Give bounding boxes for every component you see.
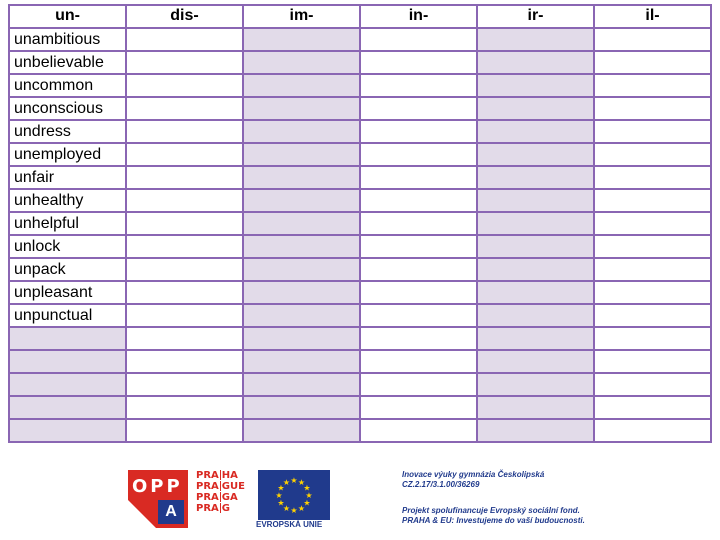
table-row	[9, 143, 711, 166]
prefix-table	[8, 4, 712, 443]
answer-cell-in[interactable]	[360, 281, 477, 304]
header-im: im-	[243, 5, 360, 28]
answer-cell-il[interactable]	[594, 419, 711, 442]
answer-cell-ir[interactable]	[477, 281, 594, 304]
table-row	[9, 373, 711, 396]
answer-cell-in[interactable]	[360, 189, 477, 212]
eu-star-icon: ★	[305, 491, 313, 500]
answer-cell-in[interactable]	[360, 97, 477, 120]
header-row	[9, 5, 711, 28]
answer-cell-in[interactable]	[360, 212, 477, 235]
un-word-cell: unpleasant	[9, 281, 126, 304]
answer-cell-il[interactable]	[594, 235, 711, 258]
answer-cell-im[interactable]	[243, 258, 360, 281]
un-word-cell: unemployed	[9, 143, 126, 166]
praha-logo-row	[196, 470, 252, 481]
un-word-cell	[9, 350, 126, 373]
answer-cell-im[interactable]	[243, 28, 360, 51]
answer-cell-ir[interactable]	[477, 166, 594, 189]
answer-cell-im[interactable]	[243, 350, 360, 373]
answer-cell-il[interactable]	[594, 373, 711, 396]
answer-cell-im[interactable]	[243, 97, 360, 120]
eu-star-icon: ★	[277, 483, 285, 493]
footer-logos	[128, 470, 598, 532]
answer-cell-il[interactable]	[594, 97, 711, 120]
answer-cell-il[interactable]	[594, 396, 711, 419]
answer-cell-il[interactable]	[594, 120, 711, 143]
funding-line-2: PRAHA & EU: Investujeme do vaší budoucnosti.	[402, 516, 585, 525]
eu-star-icon: ★	[282, 503, 291, 513]
un-word-cell	[9, 419, 126, 442]
answer-cell-dis[interactable]	[126, 281, 243, 304]
table-row	[9, 327, 711, 350]
answer-cell-il[interactable]	[594, 28, 711, 51]
answer-cell-ir[interactable]	[477, 120, 594, 143]
answer-cell-in[interactable]	[360, 235, 477, 258]
answer-cell-il[interactable]	[594, 350, 711, 373]
answer-cell-in[interactable]	[360, 304, 477, 327]
un-word-cell: unconscious	[9, 97, 126, 120]
answer-cell-im[interactable]	[243, 51, 360, 74]
answer-cell-im[interactable]	[243, 327, 360, 350]
answer-cell-in[interactable]	[360, 258, 477, 281]
un-word-cell	[9, 327, 126, 350]
answer-cell-in[interactable]	[360, 396, 477, 419]
answer-cell-ir[interactable]	[477, 189, 594, 212]
answer-cell-im[interactable]	[243, 120, 360, 143]
answer-cell-ir[interactable]	[477, 350, 594, 373]
un-word-cell: unpunctual	[9, 304, 126, 327]
answer-cell-im[interactable]	[243, 304, 360, 327]
praha-logo-right: GUE	[221, 481, 245, 492]
header-dis: dis-	[126, 5, 243, 28]
answer-cell-dis[interactable]	[126, 28, 243, 51]
answer-cell-dis[interactable]	[126, 51, 243, 74]
table-row	[9, 419, 711, 442]
un-word-cell: unfair	[9, 166, 126, 189]
eu-star-icon: ★	[282, 478, 291, 488]
answer-cell-ir[interactable]	[477, 235, 594, 258]
un-word-cell: unhelpful	[9, 212, 126, 235]
eu-flag	[258, 470, 330, 520]
eu-caption: EVROPSKÁ UNIE	[256, 520, 323, 529]
answer-cell-ir[interactable]	[477, 74, 594, 97]
answer-cell-il[interactable]	[594, 327, 711, 350]
answer-cell-in[interactable]	[360, 28, 477, 51]
eu-star-icon: ★	[290, 506, 298, 515]
answer-cell-dis[interactable]	[126, 396, 243, 419]
opp-logo-triangle	[128, 500, 156, 528]
un-word-cell	[9, 396, 126, 419]
answer-cell-ir[interactable]	[477, 304, 594, 327]
praha-logo-separator	[220, 503, 221, 513]
eu-star-icon: ★	[297, 503, 306, 513]
project-line-2: CZ.2.17/3.1.00/36269	[402, 480, 480, 489]
table-row	[9, 189, 711, 212]
un-word-cell: unhealthy	[9, 189, 126, 212]
answer-cell-dis[interactable]	[126, 212, 243, 235]
answer-cell-im[interactable]	[243, 373, 360, 396]
header-ir: ir-	[477, 5, 594, 28]
table-row	[9, 212, 711, 235]
answer-cell-im[interactable]	[243, 143, 360, 166]
un-word-cell: uncommon	[9, 74, 126, 97]
answer-cell-dis[interactable]	[126, 327, 243, 350]
answer-cell-in[interactable]	[360, 143, 477, 166]
answer-cell-ir[interactable]	[477, 212, 594, 235]
eu-stars-icon	[258, 470, 330, 520]
answer-cell-dis[interactable]	[126, 166, 243, 189]
un-word-cell: unpack	[9, 258, 126, 281]
answer-cell-in[interactable]	[360, 419, 477, 442]
funding-line-1: Projekt spolufinancuje Evropský sociální fond.	[402, 506, 580, 515]
answer-cell-dis[interactable]	[126, 235, 243, 258]
eu-star-icon: ★	[297, 478, 306, 488]
table-row	[9, 166, 711, 189]
answer-cell-dis[interactable]	[126, 74, 243, 97]
praha-logo-row	[196, 481, 252, 492]
answer-cell-dis[interactable]	[126, 419, 243, 442]
answer-cell-in[interactable]	[360, 51, 477, 74]
answer-cell-il[interactable]	[594, 166, 711, 189]
table-row	[9, 396, 711, 419]
table-row	[9, 51, 711, 74]
answer-cell-in[interactable]	[360, 166, 477, 189]
praha-logo-separator	[220, 481, 221, 491]
answer-cell-in[interactable]	[360, 327, 477, 350]
praha-logo-left: PRA	[196, 492, 219, 503]
un-word-cell: unambitious	[9, 28, 126, 51]
answer-cell-il[interactable]	[594, 258, 711, 281]
answer-cell-im[interactable]	[243, 281, 360, 304]
answer-cell-im[interactable]	[243, 419, 360, 442]
answer-cell-il[interactable]	[594, 212, 711, 235]
answer-cell-il[interactable]	[594, 304, 711, 327]
answer-cell-im[interactable]	[243, 396, 360, 419]
eu-star-icon: ★	[290, 476, 298, 485]
table-row	[9, 120, 711, 143]
answer-cell-in[interactable]	[360, 120, 477, 143]
answer-cell-in[interactable]	[360, 373, 477, 396]
answer-cell-il[interactable]	[594, 189, 711, 212]
header-in: in-	[360, 5, 477, 28]
table-row	[9, 97, 711, 120]
answer-cell-dis[interactable]	[126, 258, 243, 281]
praha-logo-right: HA	[221, 470, 238, 481]
un-word-cell	[9, 373, 126, 396]
table-row	[9, 74, 711, 97]
answer-cell-im[interactable]	[243, 235, 360, 258]
un-word-cell: undress	[9, 120, 126, 143]
answer-cell-ir[interactable]	[477, 97, 594, 120]
project-info	[402, 470, 602, 526]
answer-cell-dis[interactable]	[126, 350, 243, 373]
answer-cell-dis[interactable]	[126, 143, 243, 166]
praha-logo-separator	[220, 470, 221, 480]
answer-cell-ir[interactable]	[477, 396, 594, 419]
un-word-cell: unbelievable	[9, 51, 126, 74]
praha-logo-left: PRA	[196, 503, 219, 514]
praha-logo-left: PRA	[196, 481, 219, 492]
answer-cell-dis[interactable]	[126, 189, 243, 212]
table-row	[9, 28, 711, 51]
eu-star-icon: ★	[275, 491, 283, 500]
opp-logo	[128, 470, 188, 528]
header-il: il-	[594, 5, 711, 28]
answer-cell-ir[interactable]	[477, 258, 594, 281]
opp-logo-letter: A	[158, 500, 184, 524]
table-row	[9, 235, 711, 258]
answer-cell-dis[interactable]	[126, 373, 243, 396]
praha-logo-separator	[220, 492, 221, 502]
answer-cell-ir[interactable]	[477, 143, 594, 166]
answer-cell-ir[interactable]	[477, 327, 594, 350]
header-un: un-	[9, 5, 126, 28]
praha-logo-left: PRA	[196, 470, 219, 481]
answer-cell-il[interactable]	[594, 74, 711, 97]
praha-logo	[196, 470, 252, 528]
answer-cell-il[interactable]	[594, 281, 711, 304]
table-row	[9, 304, 711, 327]
answer-cell-ir[interactable]	[477, 419, 594, 442]
answer-cell-im[interactable]	[243, 212, 360, 235]
praha-logo-right: G	[221, 503, 230, 514]
table-body	[9, 28, 711, 442]
table-row	[9, 258, 711, 281]
praha-logo-row	[196, 492, 252, 503]
answer-cell-ir[interactable]	[477, 28, 594, 51]
answer-cell-im[interactable]	[243, 189, 360, 212]
project-line-1: Inovace výuky gymnázia Českolipská	[402, 470, 545, 479]
answer-cell-il[interactable]	[594, 143, 711, 166]
answer-cell-im[interactable]	[243, 74, 360, 97]
table-row	[9, 350, 711, 373]
answer-cell-im[interactable]	[243, 166, 360, 189]
answer-cell-dis[interactable]	[126, 304, 243, 327]
eu-star-icon: ★	[303, 483, 311, 493]
praha-logo-row	[196, 503, 252, 514]
praha-logo-right: GA	[221, 492, 238, 503]
un-word-cell: unlock	[9, 235, 126, 258]
eu-star-icon: ★	[303, 498, 311, 508]
answer-cell-in[interactable]	[360, 350, 477, 373]
answer-cell-dis[interactable]	[126, 97, 243, 120]
answer-cell-ir[interactable]	[477, 373, 594, 396]
eu-star-icon: ★	[277, 498, 285, 508]
opp-logo-text: OPP	[132, 476, 183, 497]
table-row	[9, 281, 711, 304]
answer-cell-in[interactable]	[360, 74, 477, 97]
answer-cell-dis[interactable]	[126, 120, 243, 143]
answer-cell-il[interactable]	[594, 51, 711, 74]
answer-cell-ir[interactable]	[477, 51, 594, 74]
